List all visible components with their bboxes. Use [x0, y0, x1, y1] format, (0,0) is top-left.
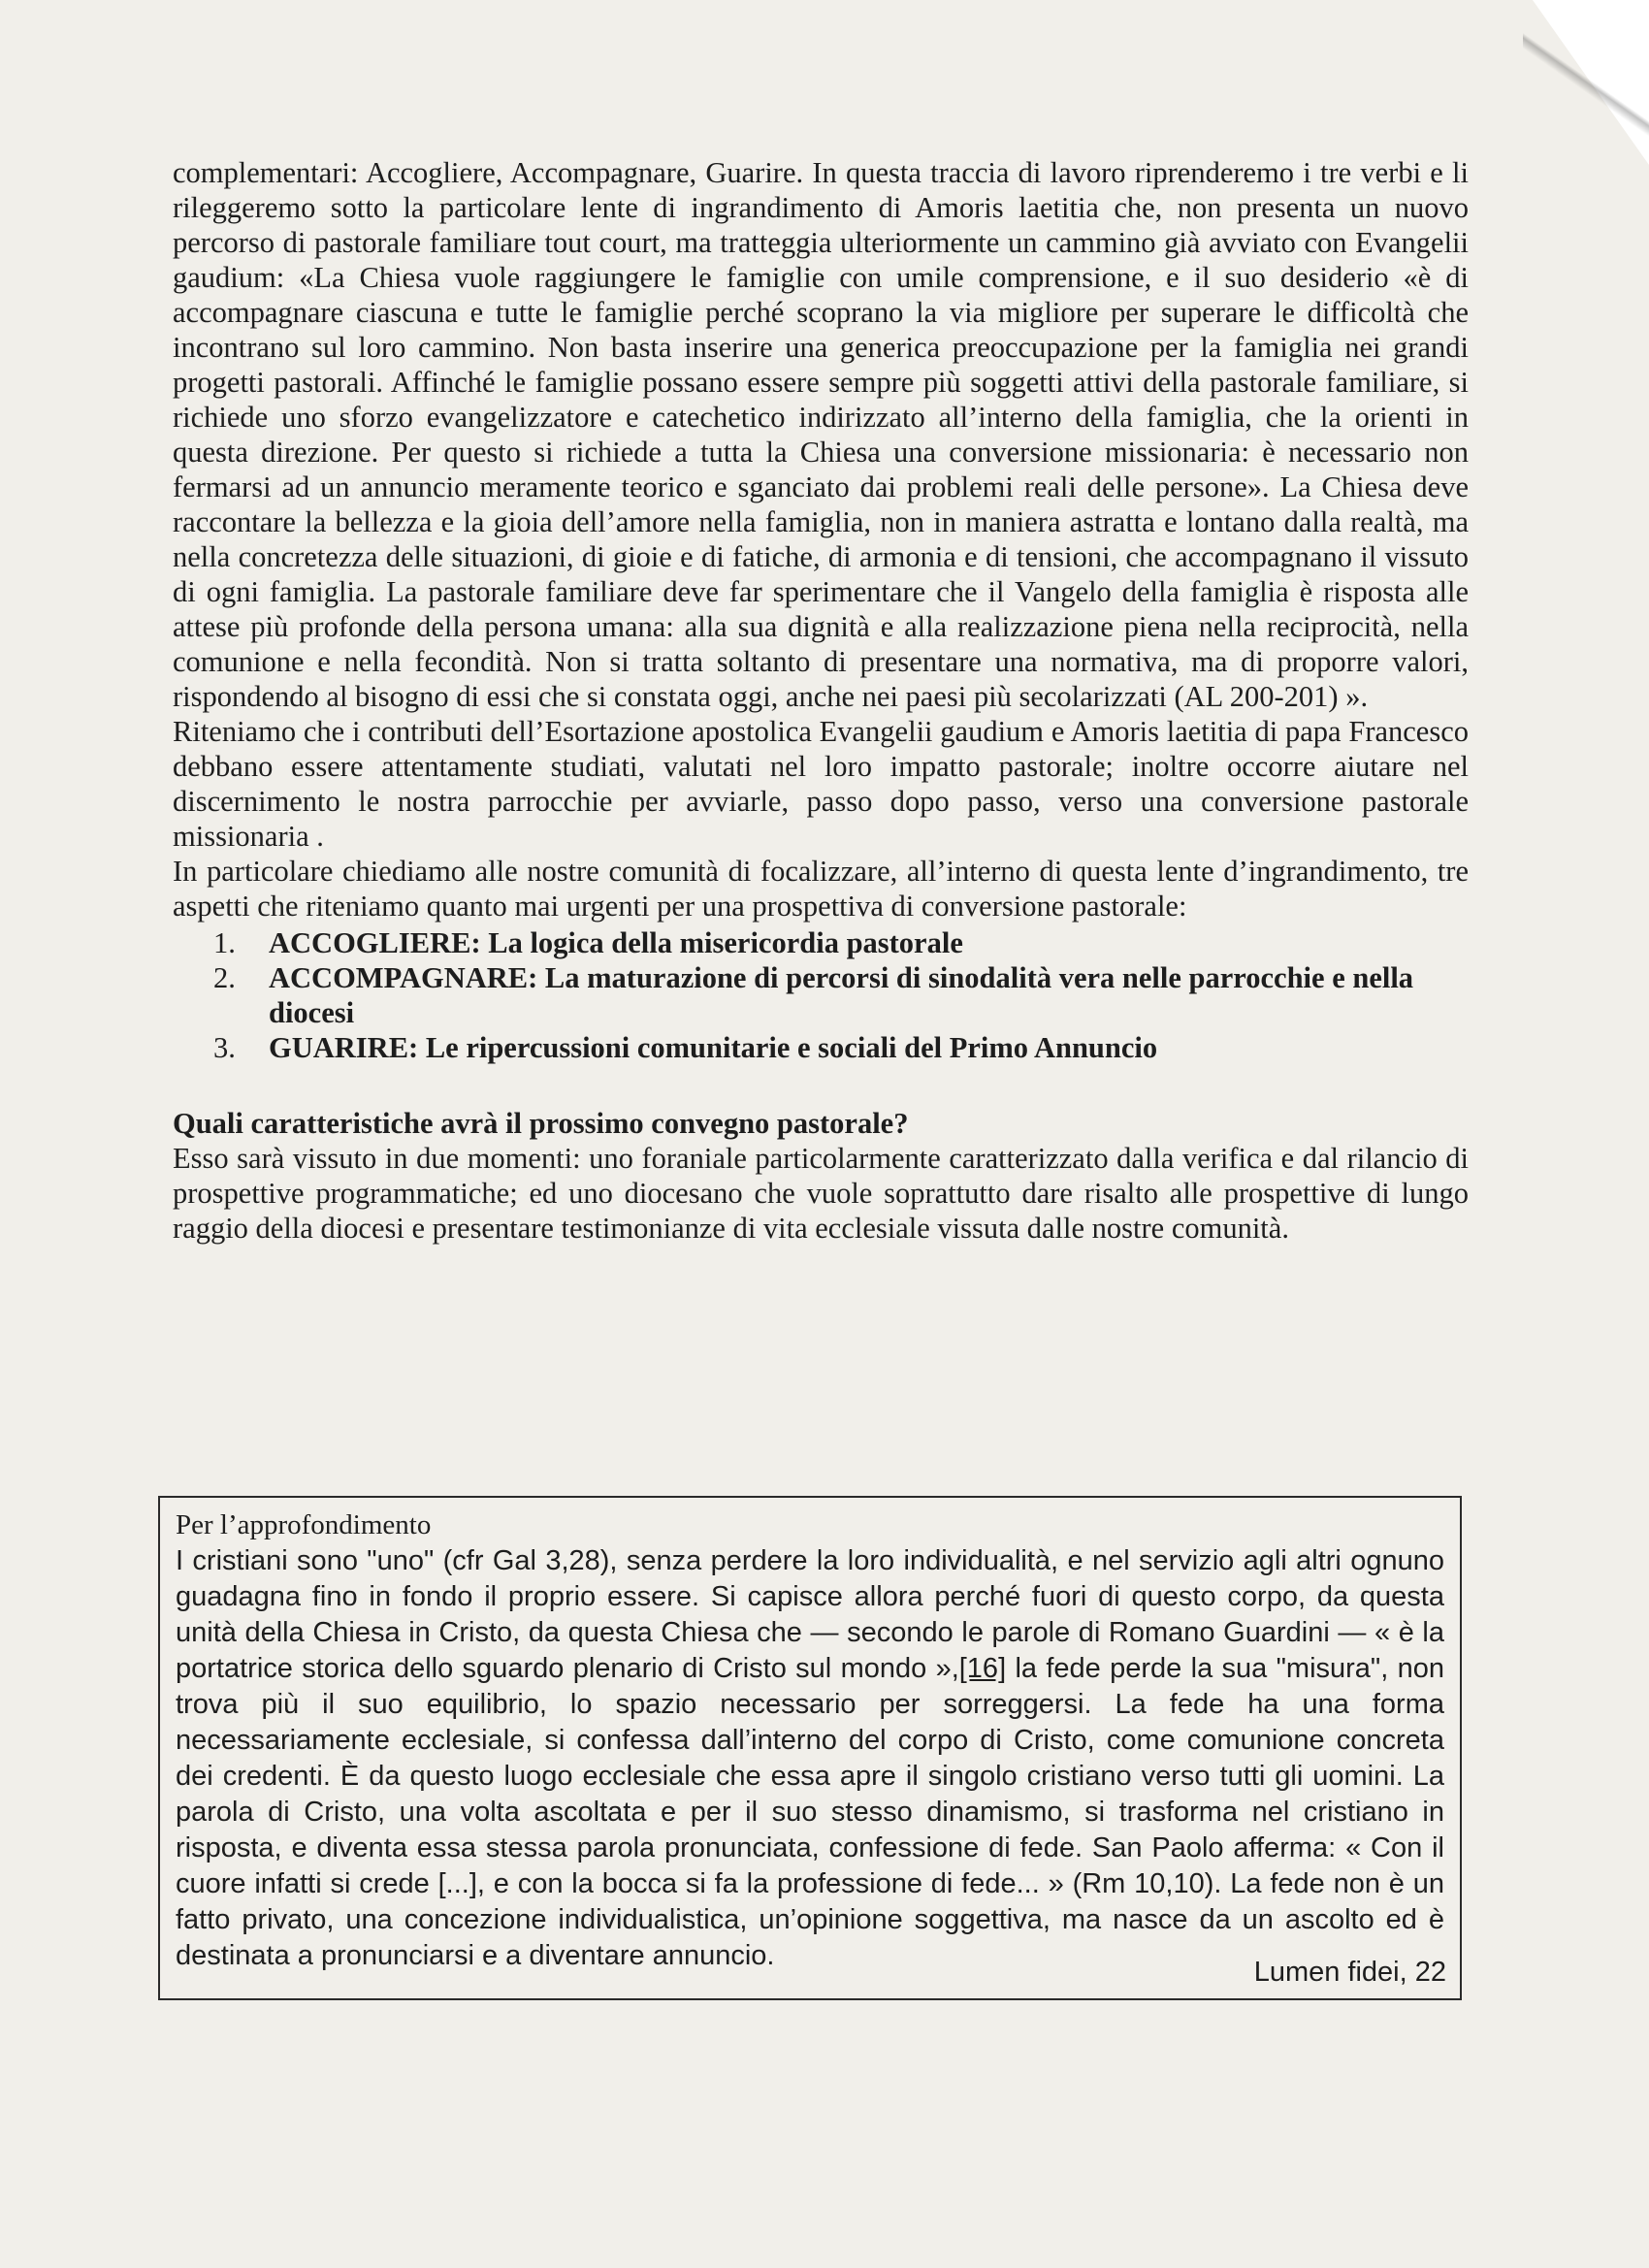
- list-text: GUARIRE: Le ripercussioni comunitarie e sociali del Primo Annuncio: [269, 1031, 1158, 1064]
- list-item: [173, 1030, 1469, 1065]
- paragraph-1: complementari: Accogliere, Accompagnare, Guarire. In questa traccia di lavoro riprenderemo i tre verbi e li rileggeremo sotto la particolare lente di ingrandimento di Amoris laetitia che, non presenta un nuovo percorso di pastorale familiare tout court, ma tratteggia ulteriormente un cammino già avviato con Evangelii gaudium: «La Chiesa vuole raggiungere le famiglie con umile comprensione, e il suo desiderio «è di accompagnare ciascuna e tutte le famiglie perché scoprano la via migliore per superare le difficoltà che incontrano sul loro cammino. Non basta inserire una generica preoccupazione per la famiglia nei grandi progetti pastorali. Affinché le famiglie possano essere sempre più soggetti attivi della pastorale familiare, si richiede uno sforzo evangelizzatore e catechetico indirizzato all’interno della famiglia, che la orienti in questa direzione. Per questo si richiede a tutta la Chiesa una conversione missionaria: è necessario non fermarsi ad un annuncio meramente teorico e sganciato dai problemi reali delle persone». La Chiesa deve raccontare la bellezza e la gioia dell’amore nella famiglia, non in maniera astratta e lontano dalla realtà, ma nella concretezza delle situazioni, di gioie e di fatiche, di armonia e di tensioni, che accompagnano il vissuto di ogni famiglia. La pastorale familiare deve far sperimentare che il Vangelo della famiglia è risposta alle attese più profonde della persona umana: alla sua dignità e alla realizzazione piena nella reciprocità, nella comunione e nella fecondità. Non si tratta soltanto di presentare una normativa, ma di proporre valori, rispondendo al bisogno di essi che si constata oggi, anche nei paesi più secolarizzati (AL 200-201) ».: [173, 156, 1469, 713]
- list-text: ACCOGLIERE: La logica della misericordia pastorale: [269, 926, 963, 959]
- list-item: [173, 925, 1469, 960]
- folded-corner-shadow: [1523, 0, 1649, 175]
- insight-box: [158, 1496, 1462, 2000]
- box-title: Per l’approfondimento: [176, 1509, 432, 1540]
- document-body: [173, 155, 1469, 1246]
- paragraph-3: In particolare chiediamo alle nostre comunità di focalizzare, all’interno di questa lente d’ingrandimento, tre aspetti che riteniamo quanto mai urgenti per una prospettiva di conversione pastorale:: [173, 855, 1469, 923]
- section-text: Esso sarà vissuto in due momenti: uno foraniale particolarmente caratterizzato dalla verifica e dal rilancio di prospettive programmatiche; ed uno diocesano che vuole soprattutto dare risalto alle prospettive di lungo raggio della diocesi e presentare testimonianze di vita ecclesiale vissuta dalle nostre comunità.: [173, 1142, 1469, 1245]
- box-body: [176, 1543, 1444, 1974]
- list-number: 1.: [213, 926, 236, 959]
- list-number: 3.: [213, 1031, 236, 1064]
- box-body-part-1: I cristiani sono "uno" (cfr Gal 3,28), senza perdere la loro individualità, e nel servizio agli altri ognuno guadagna fino in fondo il proprio essere. Si capisce allora perché fuori di questo corpo, da questa unità della Chiesa in Cristo, da questa Chiesa che — secondo le parole di Romano Guardini — « è la portatrice storica dello sguardo plenario di Cristo sul mondo »,: [176, 1545, 1444, 1684]
- list-text: ACCOMPAGNARE: La maturazione di percorsi di sinodalità vera nelle parrocchie e nella diocesi: [269, 961, 1414, 1029]
- box-source: Lumen fidei, 22: [1253, 1957, 1446, 1988]
- list-item: [173, 960, 1469, 1030]
- paragraph-2: Riteniamo che i contributi dell’Esortazione apostolica Evangelii gaudium e Amoris laetitia di papa Francesco debbano essere attentamente studiati, valutati nel loro impatto pastorale; inoltre occorre aiutare nel discernimento le nostra parrocchie per avviarle, passo dopo passo, verso una conversione pastorale missionaria .: [173, 715, 1469, 853]
- list-number: 2.: [213, 961, 236, 994]
- section-heading: Quali caratteristiche avrà il prossimo convegno pastorale?: [173, 1107, 909, 1140]
- footnote-link[interactable]: [16]: [958, 1653, 1007, 1684]
- aspects-list: [173, 925, 1469, 1065]
- box-body-part-2: la fede perde la sua "misura", non trova più il suo equilibrio, lo spazio necessario per sorreggersi. La fede ha una forma necessariamente ecclesiale, si confessa dall’interno del corpo di Cristo, come comunione concreta dei credenti. È da questo luogo ecclesiale che essa apre il singolo cristiano verso tutti gli uomini. La parola di Cristo, una volta ascoltata e per il suo stesso dinamismo, si trasforma nel cristiano in risposta, e diventa essa stessa parola pronunciata, confessione di fede. San Paolo afferma: « Con il cuore infatti si crede [...], e con la bocca si fa la professione di fede... » (Rm 10,10). La fede non è un fatto privato, una concezione individualistica, un’opinione soggettiva, ma nasce da un ascolto ed è destinata a pronunciarsi e a diventare annuncio.: [176, 1653, 1444, 1971]
